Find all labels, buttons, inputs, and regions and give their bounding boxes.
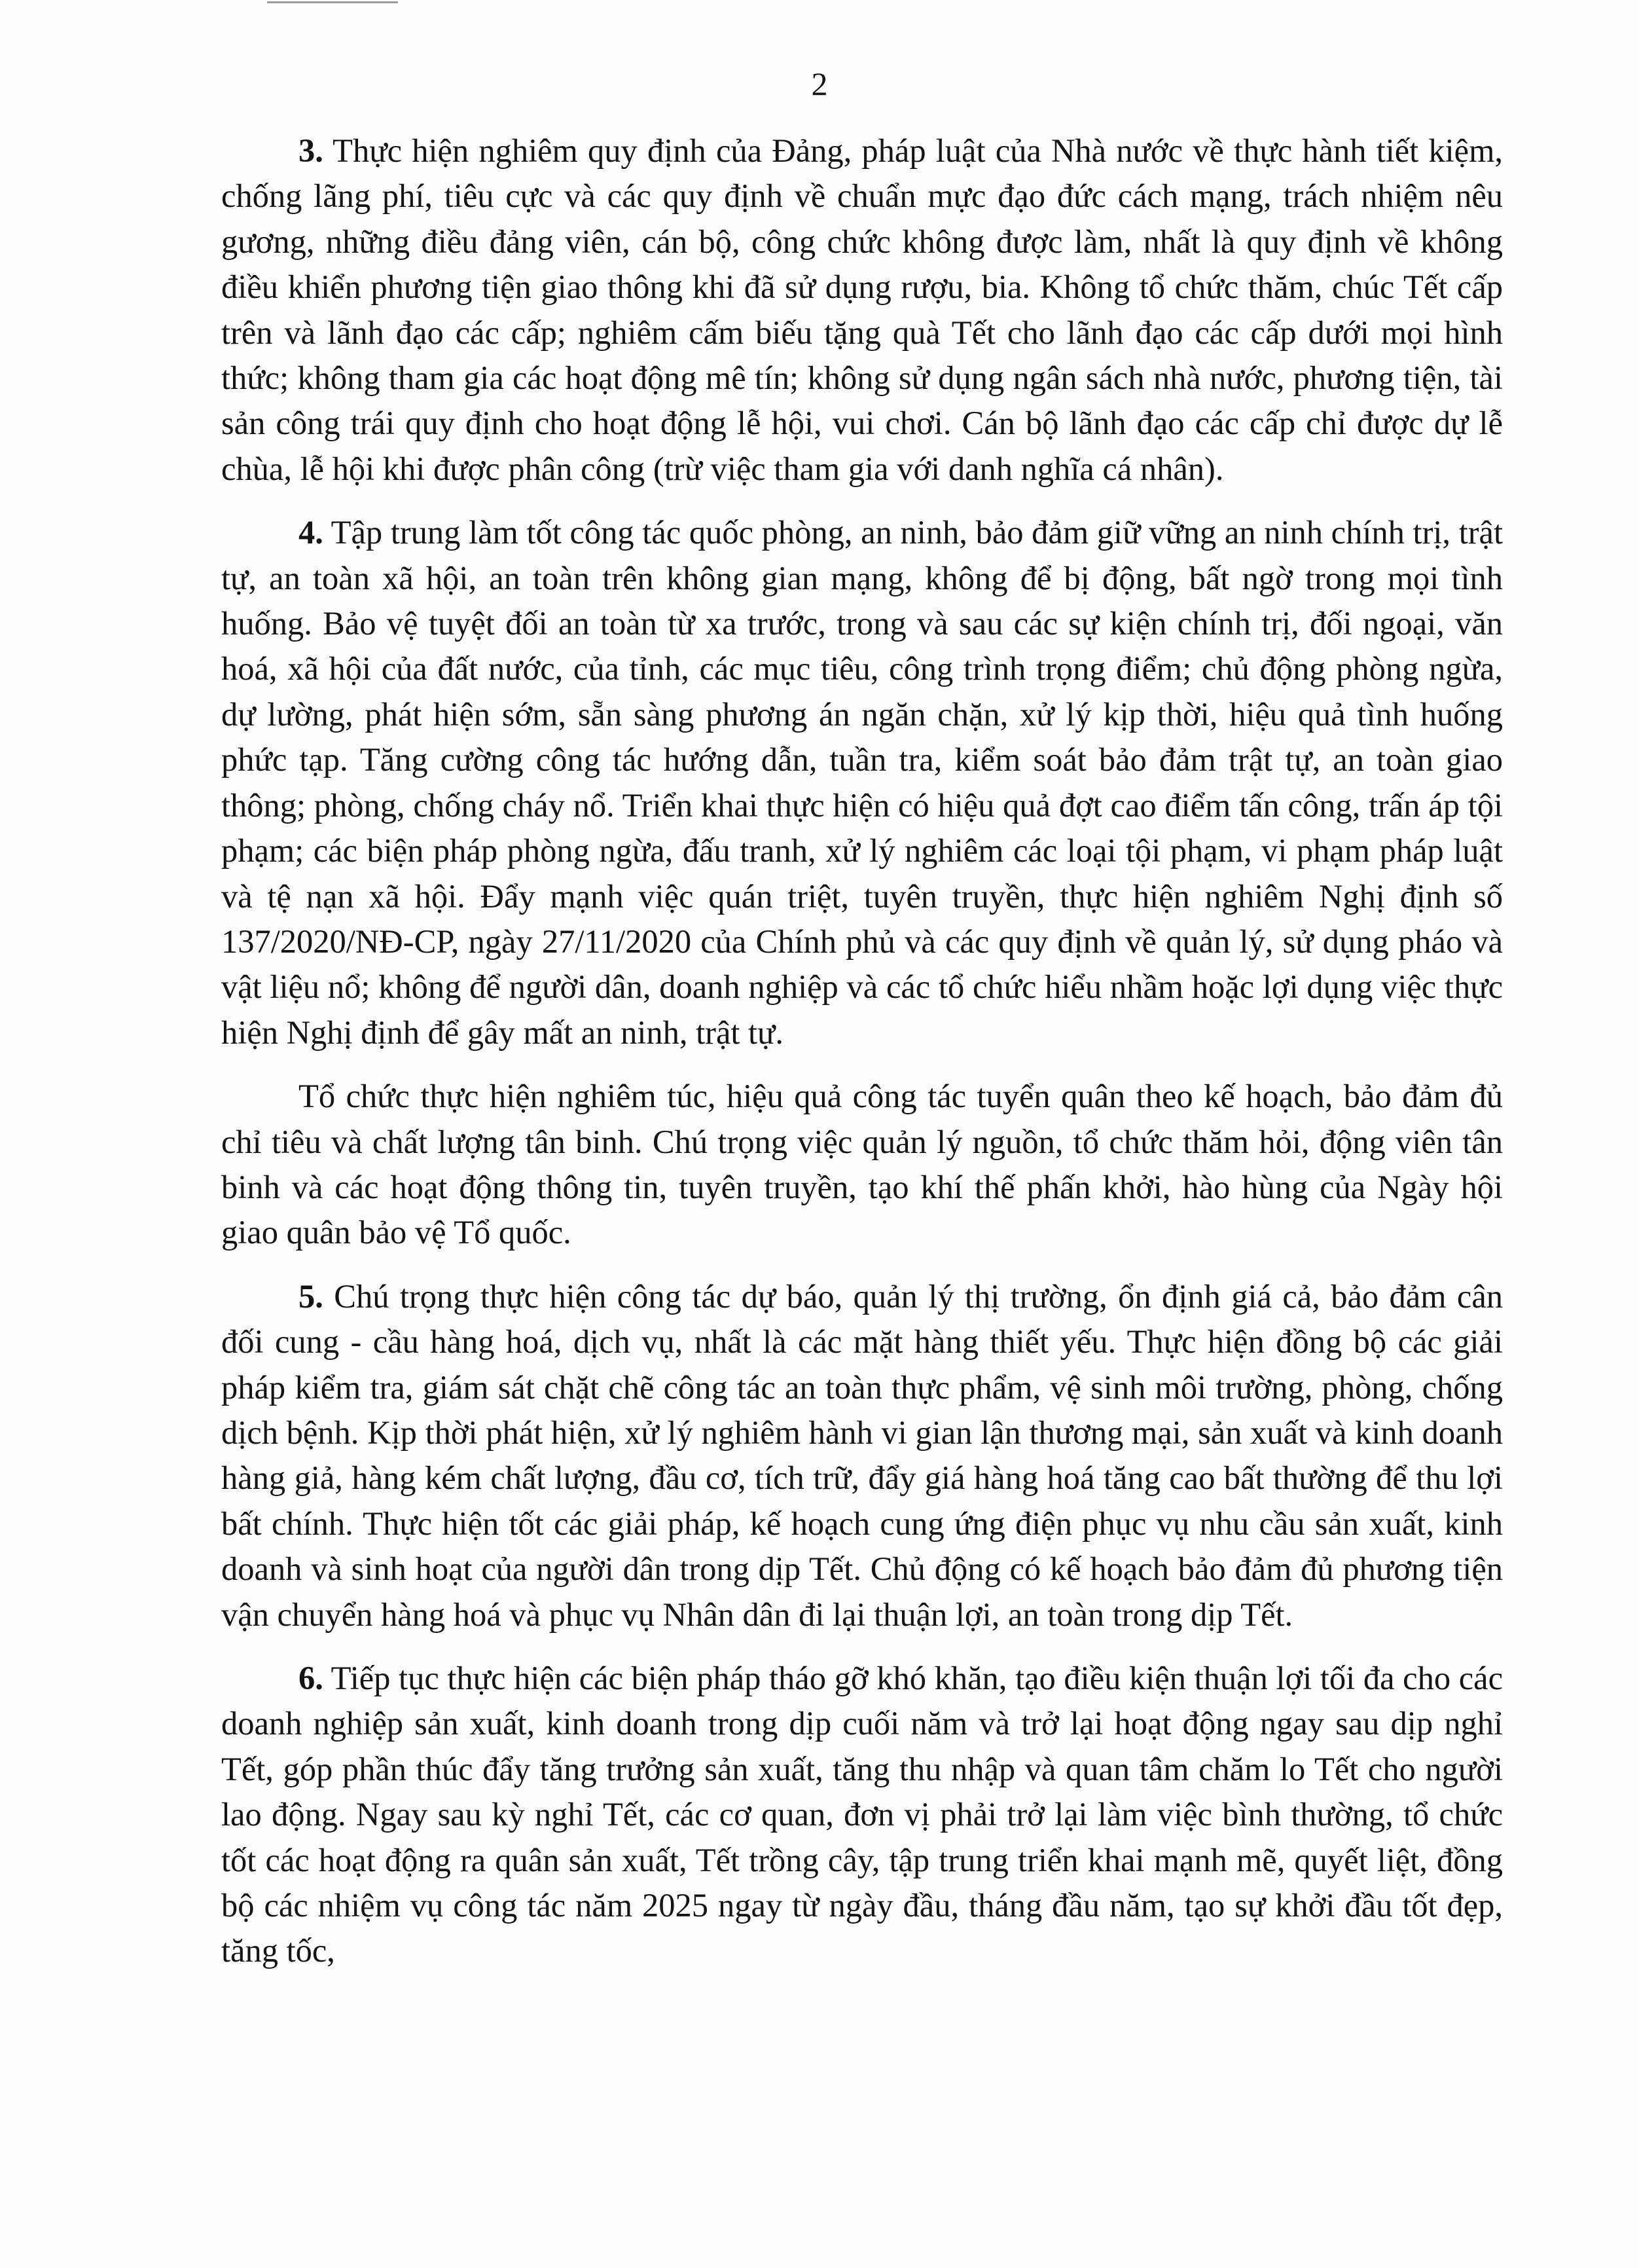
- paragraph-item-3: [221, 128, 1503, 492]
- paragraph-item-5: [221, 1274, 1503, 1637]
- paragraph-text: Thực hiện nghiêm quy định của Đảng, pháp luật của Nhà nước về thực hành tiết kiệm, chống lãng phí, tiêu cực và các quy định về chuẩn mực đạo đức cách mạng, trách nhiệm nêu gương, những điều đảng viên, cán bộ, công chức không được làm, nhất là quy định về không điều khiển phương tiện giao thông khi đã sử dụng rượu, bia. Không tổ chức thăm, chúc Tết cấp trên và lãnh đạo các cấp; nghiêm cấm biếu tặng quà Tết cho lãnh đạo các cấp dưới mọi hình thức; không tham gia các hoạt động mê tín; không sử dụng ngân sách nhà nước, phương tiện, tài sản công trái quy định cho hoạt động lễ hội, vui chơi. Cán bộ lãnh đạo các cấp chỉ được dự lễ chùa, lễ hội khi được phân công (trừ việc tham gia với danh nghĩa cá nhân).: [221, 132, 1503, 487]
- paragraph-item-4-continued: [221, 1074, 1503, 1256]
- document-body: [221, 128, 1503, 1992]
- paragraph-number: 5.: [298, 1277, 323, 1315]
- paragraph-item-4: [221, 510, 1503, 1055]
- page-number: 2: [811, 65, 828, 102]
- paragraph-number: 4.: [298, 514, 323, 551]
- paragraph-text: Tổ chức thực hiện nghiêm túc, hiệu quả công tác tuyển quân theo kế hoạch, bảo đảm đủ chỉ tiêu và chất lượng tân binh. Chú trọng việc quản lý nguồn, tổ chức thăm hỏi, động viên tân binh và các hoạt động thông tin, tuyên truyền, tạo khí thế phấn khởi, hào hùng của Ngày hội giao quân bảo vệ Tổ quốc.: [221, 1078, 1503, 1251]
- paragraph-text: Tiếp tục thực hiện các biện pháp tháo gỡ khó khăn, tạo điều kiện thuận lợi tối đa cho các doanh nghiệp sản xuất, kinh doanh trong dịp cuối năm và trở lại hoạt động ngay sau dịp nghỉ Tết, góp phần thúc đẩy tăng trưởng sản xuất, tăng thu nhập và quan tâm chăm lo Tết cho người lao động. Ngay sau kỳ nghỉ Tết, các cơ quan, đơn vị phải trở lại làm việc bình thường, tổ chức tốt các hoạt động ra quân sản xuất, Tết trồng cây, tập trung triển khai mạnh mẽ, quyết liệt, đồng bộ các nhiệm vụ công tác năm 2025 ngay từ ngày đầu, tháng đầu năm, tạo sự khởi đầu tốt đẹp, tăng tốc,: [221, 1660, 1503, 1969]
- paragraph-text: Tập trung làm tốt công tác quốc phòng, an ninh, bảo đảm giữ vững an ninh chính trị, trật tự, an toàn xã hội, an toàn trên không gian mạng, không để bị động, bất ngờ trong mọi tình huống. Bảo vệ tuyệt đối an toàn từ xa trước, trong và sau các sự kiện chính trị, đối ngoại, văn hoá, xã hội của đất nước, của tỉnh, các mục tiêu, công trình trọng điểm; chủ động phòng ngừa, dự lường, phát hiện sớm, sẵn sàng phương án ngăn chặn, xử lý kịp thời, hiệu quả tình huống phức tạp. Tăng cường công tác hướng dẫn, tuần tra, kiểm soát bảo đảm trật tự, an toàn giao thông; phòng, chống cháy nổ. Triển khai thực hiện có hiệu quả đợt cao điểm tấn công, trấn áp tội phạm; các biện pháp phòng ngừa, đấu tranh, xử lý nghiêm các loại tội phạm, vi phạm pháp luật và tệ nạn xã hội. Đẩy mạnh việc quán triệt, tuyên truyền, thực hiện nghiêm Nghị định số 137/2020/NĐ-CP, ngày 27/11/2020 của Chính phủ và các quy định về quản lý, sử dụng pháo và vật liệu nổ; không để người dân, doanh nghiệp và các tổ chức hiểu nhầm hoặc lợi dụng việc thực hiện Nghị định để gây mất an ninh, trật tự.: [221, 514, 1504, 1051]
- top-edge-rule: [267, 1, 398, 3]
- paragraph-number: 6.: [298, 1660, 323, 1696]
- paragraph-number: 3.: [298, 132, 323, 169]
- paragraph-item-6: [221, 1656, 1503, 1974]
- paragraph-text: Chú trọng thực hiện công tác dự báo, quản lý thị trường, ổn định giá cả, bảo đảm cân đối cung - cầu hàng hoá, dịch vụ, nhất là các mặt hàng thiết yếu. Thực hiện đồng bộ các giải pháp kiểm tra, giám sát chặt chẽ công tác an toàn thực phẩm, vệ sinh môi trường, phòng, chống dịch bệnh. Kịp thời phát hiện, xử lý nghiêm hành vi gian lận thương mại, sản xuất và kinh doanh hàng giả, hàng kém chất lượng, đầu cơ, tích trữ, đẩy giá hàng hoá tăng cao bất thường để thu lợi bất chính. Thực hiện tốt các giải pháp, kế hoạch cung ứng điện phục vụ nhu cầu sản xuất, kinh doanh và sinh hoạt của người dân trong dịp Tết. Chủ động có kế hoạch bảo đảm đủ phương tiện vận chuyển hàng hoá và phục vụ Nhân dân đi lại thuận lợi, an toàn trong dịp Tết.: [221, 1277, 1503, 1633]
